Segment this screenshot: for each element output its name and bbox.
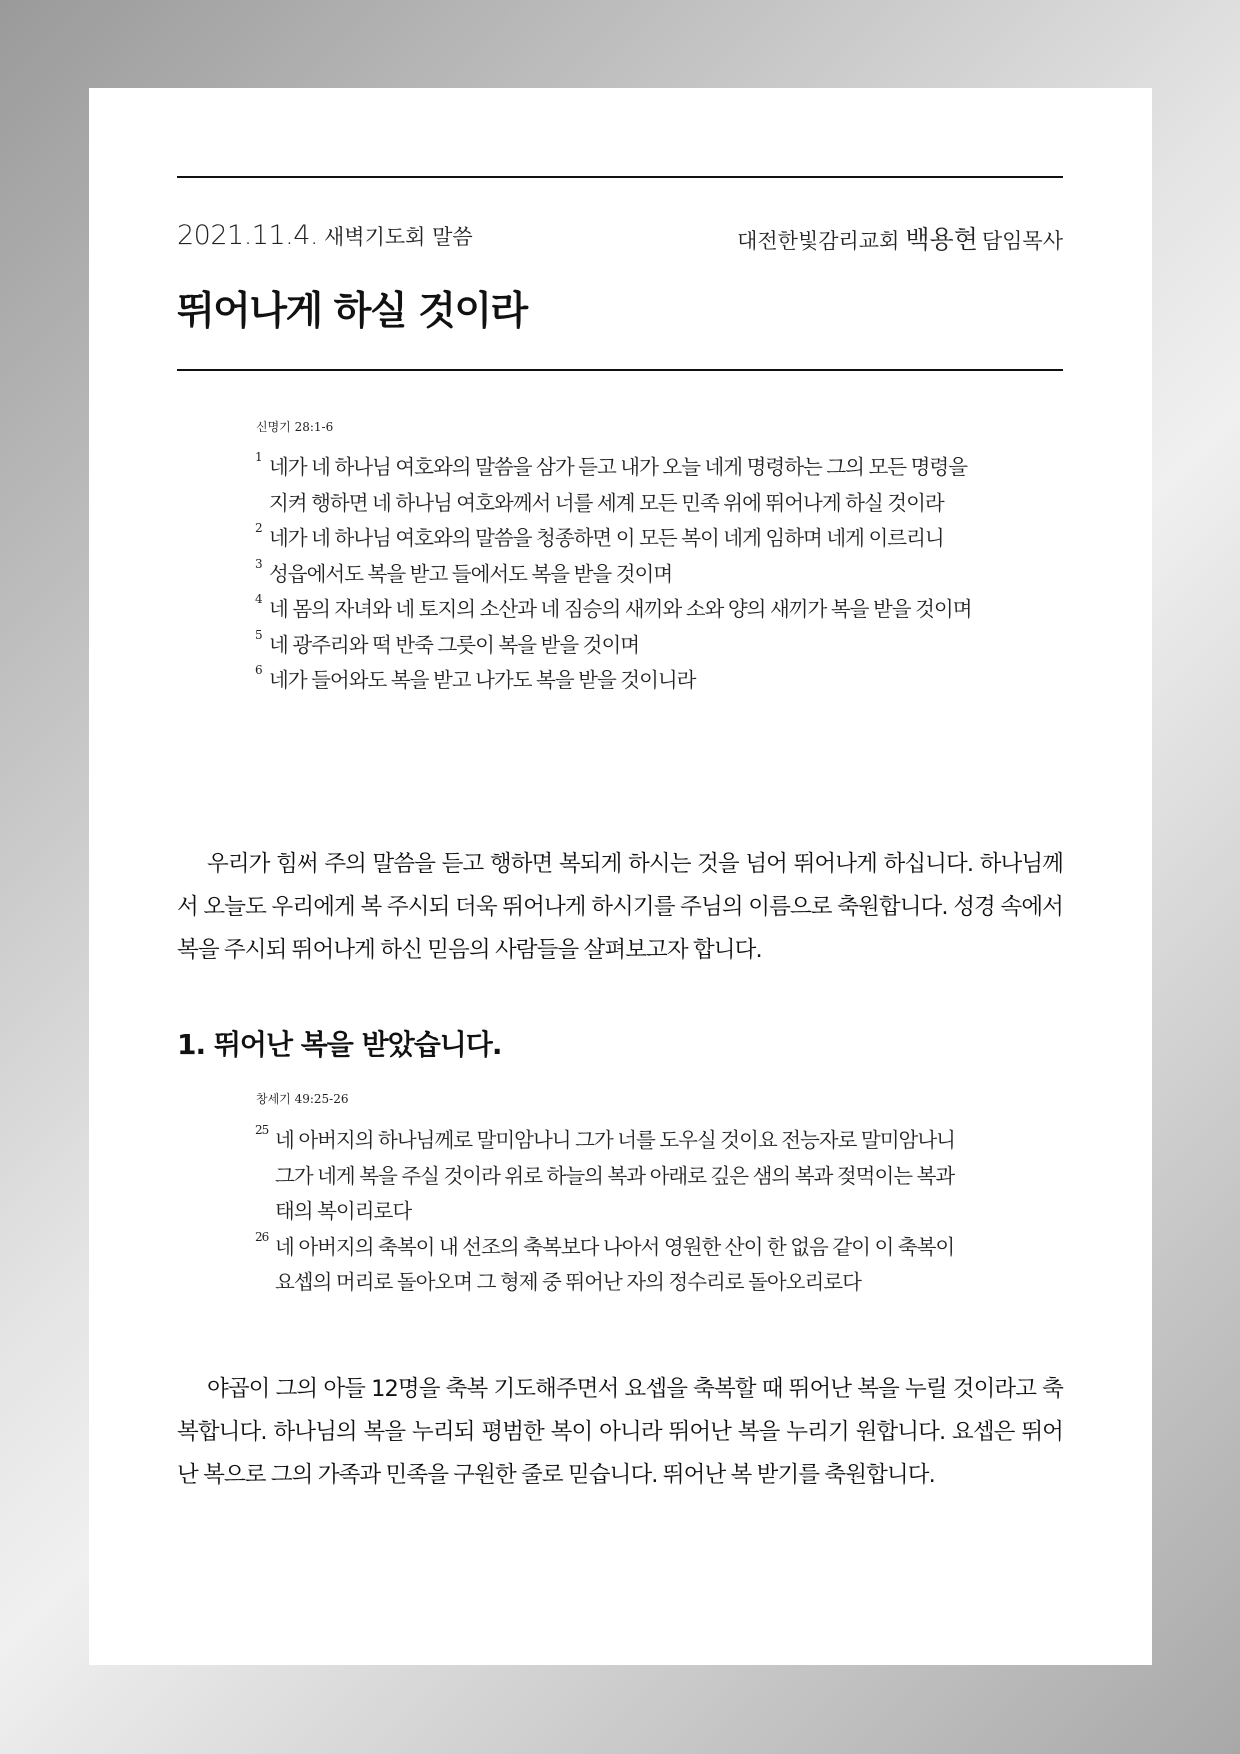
verse — [255, 557, 975, 593]
verse — [255, 1123, 975, 1230]
title-divider — [177, 369, 1063, 371]
verse — [255, 521, 975, 557]
verse-text: 네 아버지의 축복이 내 선조의 축복보다 나아서 영원한 산이 한 없음 같이 이 축복이 요셉의 머리로 돌아오며 그 형제 중 뛰어난 자의 정수리로 돌아오리로다 — [275, 1234, 955, 1294]
sermon-title: 뛰어나게 하실 것이라 — [177, 289, 527, 334]
verse — [255, 1230, 975, 1301]
service-name: 새벽기도회 말씀 — [324, 225, 473, 249]
verse-text: 네가 들어와도 복을 받고 나가도 복을 받을 것이니라 — [269, 668, 696, 692]
verse-number: 4 — [255, 592, 262, 606]
header-right — [737, 220, 1063, 256]
scripture-passage — [255, 450, 975, 699]
scripture-reference: 창세기 49:25-26 — [256, 1092, 349, 1106]
section-heading: 1. 뛰어난 복을 받았습니다. — [177, 1028, 502, 1061]
pastor-role: 담임목사 — [981, 229, 1063, 253]
verse-number: 3 — [255, 556, 262, 571]
pastor-name: 백용현 — [905, 225, 978, 254]
intro-paragraph: 우리가 힘써 주의 말씀을 듣고 행하면 복되게 하시는 것을 넘어 뛰어나게 하십니다. 하나님께서 오늘도 우리에게 복 주시되 더욱 뛰어나게 하시기를 주님의 이름으로 축원합니다. 성경 속에서 복을 주시되 뛰어나게 하신 믿음의 사람들을 살펴보고자 합니다. — [177, 851, 1063, 963]
church-name: 대전한빛감리교회 — [737, 229, 900, 253]
section-paragraph: 야곱이 그의 아들 12명을 축복 기도해주면서 요셉을 축복할 때 뛰어난 복을 누릴 것이라고 축복합니다. 하나님의 복을 누리되 평범한 복이 아니라 뛰어난 복을 누리기 원합니다. 요셉은 뛰어난 복으로 그의 가족과 민족을 구원한 줄로 믿습니다. 뛰어난 복 받기를 축원합니다. — [177, 1376, 1063, 1488]
header-left — [177, 220, 473, 251]
verse-text: 네 광주리와 떡 반죽 그릇이 복을 받을 것이며 — [269, 632, 640, 657]
verse — [255, 450, 975, 521]
verse-number: 2 — [255, 521, 262, 535]
verse-text: 네 몸의 자녀와 네 토지의 소산과 네 짐승의 새끼와 소와 양의 새끼가 복을 받을 것이며 — [269, 597, 972, 621]
verse-number: 5 — [255, 627, 262, 642]
verse — [255, 628, 975, 664]
sermon-date: 2021.11.4. — [177, 220, 318, 251]
verse-number: 1 — [255, 450, 262, 464]
verse-number: 26 — [255, 1229, 269, 1244]
top-divider — [177, 176, 1063, 178]
verse-text: 네가 네 하나님 여호와의 말씀을 청종하면 이 모든 복이 네게 임하며 네게 이르리니 — [269, 526, 944, 550]
verse — [255, 663, 975, 699]
verse-text: 네 아버지의 하나님께로 말미암나니 그가 너를 도우실 것이요 전능자로 말미암나니 그가 네게 복을 주실 것이라 위로 하늘의 복과 아래로 깊은 샘의 복과 젖먹이는 복과 태의 복이리로다 — [275, 1128, 955, 1223]
verse-number: 6 — [255, 663, 262, 677]
document-page — [89, 88, 1152, 1665]
verse — [255, 592, 975, 628]
verse-text: 네가 네 하나님 여호와의 말씀을 삼가 듣고 내가 오늘 네게 명령하는 그의 모든 명령을 지켜 행하면 네 하나님 여호와께서 너를 세계 모든 민족 위에 뛰어나게 하실 것이라 — [269, 455, 968, 515]
scripture-passage — [255, 1123, 975, 1301]
verse-text: 성읍에서도 복을 받고 들에서도 복을 받을 것이며 — [269, 561, 673, 586]
scripture-reference: 신명기 28:1-6 — [256, 420, 334, 434]
verse-number: 25 — [255, 1123, 269, 1137]
